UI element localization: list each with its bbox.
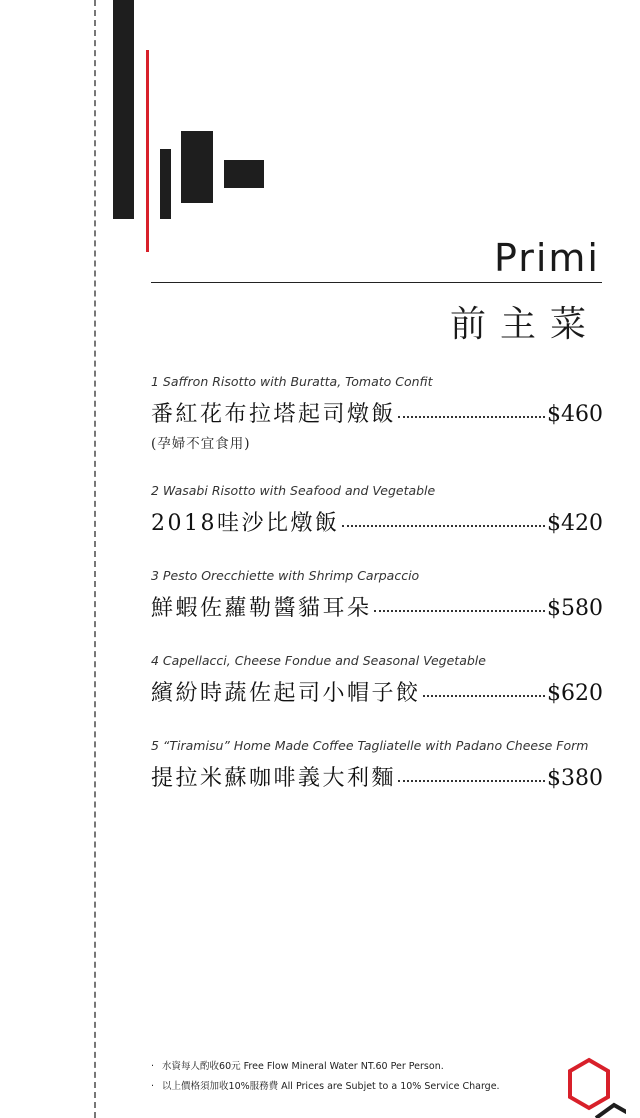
- section-title-zh: 前主菜: [449, 304, 600, 345]
- section-title-en: Primi: [493, 236, 600, 280]
- decor-bar-small: [160, 149, 171, 219]
- dot-leader: [398, 780, 545, 782]
- decor-bar-tall: [113, 0, 134, 219]
- item-price: $620: [547, 681, 603, 706]
- decor-bar-red: [146, 50, 149, 252]
- item-price: $380: [547, 766, 603, 791]
- title-divider: [151, 282, 602, 283]
- footer-water-note: [151, 1058, 444, 1072]
- item-name-en: 2 Wasabi Risotto with Seafood and Vegetable: [151, 483, 436, 498]
- item-price: $420: [547, 511, 603, 536]
- footer-service-note: [151, 1078, 500, 1092]
- item-name-zh: 提拉米蘇咖啡義大利麵: [151, 766, 397, 791]
- dot-leader: [398, 416, 545, 418]
- bullet: ·: [151, 1081, 155, 1092]
- item-name-zh: 鮮蝦佐蘿勒醬貓耳朵: [151, 596, 372, 621]
- water-note-text: 水資每人酌收60元 Free Flow Mineral Water NT.60 Per Person.: [162, 1061, 444, 1072]
- decor-bar-wide: [224, 160, 264, 188]
- decor-bar-mid: [181, 131, 213, 203]
- item-name-en: 5 “Tiramisu” Home Made Coffee Tagliatelle with Padano Cheese Form: [151, 738, 589, 753]
- menu-item: [151, 482, 603, 537]
- item-name-en: 3 Pesto Orecchiette with Shrimp Carpaccio: [151, 568, 420, 583]
- item-name-zh: 2018哇沙比燉飯: [151, 511, 340, 536]
- item-name-zh: 繽紛時蔬佐起司小帽子餃: [151, 681, 421, 706]
- dashed-fold-line: [94, 0, 96, 1118]
- dot-leader: [342, 525, 546, 527]
- dot-leader: [374, 610, 545, 612]
- item-name-zh: 番紅花布拉塔起司燉飯: [151, 402, 397, 427]
- item-price: $460: [547, 402, 603, 427]
- dot-leader: [423, 695, 545, 697]
- bullet: ·: [151, 1061, 155, 1072]
- item-name-en: 4 Capellacci, Cheese Fondue and Seasonal Vegetable: [151, 653, 486, 668]
- menu-item: [151, 567, 603, 622]
- item-note: (孕婦不宜食用): [151, 436, 251, 452]
- hexagon-logo-icon: [566, 1057, 626, 1118]
- menu-item: [151, 373, 603, 452]
- item-price: $580: [547, 596, 603, 621]
- item-name-en: 1 Saffron Risotto with Buratta, Tomato Confit: [151, 374, 433, 389]
- menu-item: [151, 737, 603, 792]
- service-note-text: 以上價格須加收10%服務費 All Prices are Subjet to a 10% Service Charge.: [162, 1081, 500, 1092]
- menu-item: [151, 652, 603, 707]
